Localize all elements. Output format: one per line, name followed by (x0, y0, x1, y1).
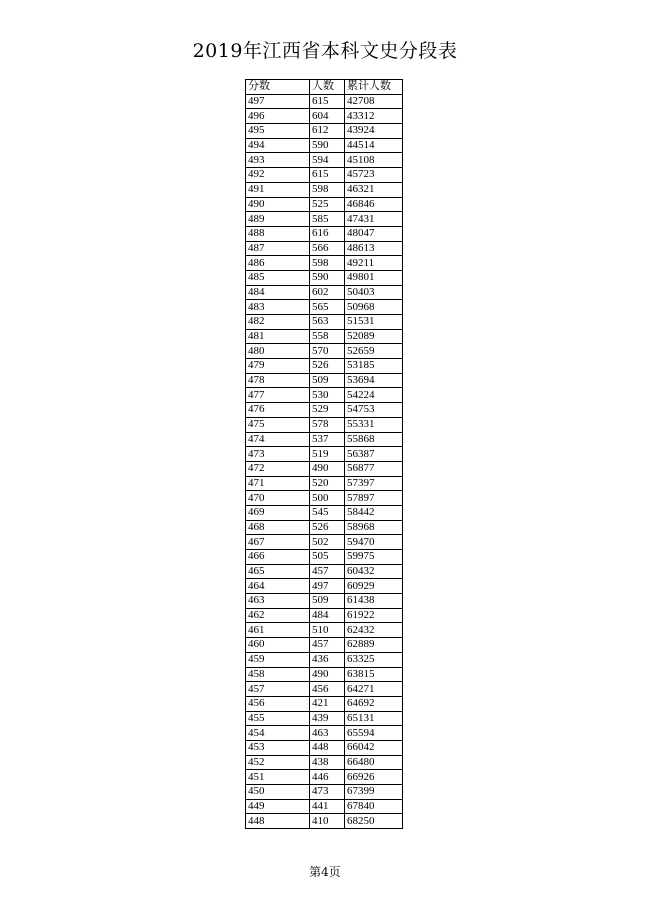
table-row (246, 608, 403, 623)
cell-count: 421 (310, 696, 345, 711)
cell-cumulative: 48613 (345, 241, 403, 256)
cell-cumulative: 52659 (345, 344, 403, 359)
cell-score: 455 (246, 711, 310, 726)
cell-score: 473 (246, 447, 310, 462)
header-count: 人数 (310, 80, 345, 95)
cell-score: 454 (246, 726, 310, 741)
cell-score: 487 (246, 241, 310, 256)
cell-score: 464 (246, 579, 310, 594)
cell-score: 493 (246, 153, 310, 168)
cell-score: 450 (246, 785, 310, 800)
cell-score: 452 (246, 755, 310, 770)
cell-cumulative: 67840 (345, 799, 403, 814)
table-row (246, 564, 403, 579)
cell-count: 570 (310, 344, 345, 359)
table-row (246, 799, 403, 814)
cell-score: 470 (246, 491, 310, 506)
cell-cumulative: 44514 (345, 138, 403, 153)
cell-cumulative: 60432 (345, 564, 403, 579)
table-row (246, 740, 403, 755)
cell-cumulative: 42708 (345, 94, 403, 109)
cell-score: 475 (246, 417, 310, 432)
cell-score: 471 (246, 476, 310, 491)
cell-count: 505 (310, 550, 345, 565)
cell-count: 585 (310, 212, 345, 227)
table-row (246, 520, 403, 535)
table-row (246, 256, 403, 271)
cell-cumulative: 64271 (345, 682, 403, 697)
cell-cumulative: 56387 (345, 447, 403, 462)
cell-cumulative: 63325 (345, 652, 403, 667)
cell-cumulative: 57897 (345, 491, 403, 506)
table-row (246, 197, 403, 212)
cell-count: 490 (310, 667, 345, 682)
table-row (246, 491, 403, 506)
table-row (246, 329, 403, 344)
cell-count: 502 (310, 535, 345, 550)
cell-count: 526 (310, 359, 345, 374)
cell-cumulative: 43924 (345, 124, 403, 139)
cell-count: 436 (310, 652, 345, 667)
cell-count: 604 (310, 109, 345, 124)
table-row (246, 505, 403, 520)
table-row (246, 359, 403, 374)
cell-count: 530 (310, 388, 345, 403)
cell-count: 525 (310, 197, 345, 212)
cell-score: 494 (246, 138, 310, 153)
cell-count: 566 (310, 241, 345, 256)
table-row (246, 594, 403, 609)
table-row (246, 476, 403, 491)
table-row (246, 682, 403, 697)
cell-score: 465 (246, 564, 310, 579)
cell-score: 468 (246, 520, 310, 535)
cell-cumulative: 64692 (345, 696, 403, 711)
cell-cumulative: 54753 (345, 403, 403, 418)
table-row (246, 388, 403, 403)
table-row (246, 711, 403, 726)
cell-score: 456 (246, 696, 310, 711)
cell-count: 463 (310, 726, 345, 741)
cell-cumulative: 51531 (345, 315, 403, 330)
table-row (246, 447, 403, 462)
cell-count: 410 (310, 814, 345, 829)
cell-cumulative: 68250 (345, 814, 403, 829)
cell-count: 594 (310, 153, 345, 168)
cell-score: 469 (246, 505, 310, 520)
table-row (246, 285, 403, 300)
table-row (246, 212, 403, 227)
table-row (246, 300, 403, 315)
page-title: 2019年江西省本科文史分段表 (192, 40, 458, 62)
cell-cumulative: 65131 (345, 711, 403, 726)
table-row (246, 652, 403, 667)
cell-cumulative: 49211 (345, 256, 403, 271)
cell-score: 467 (246, 535, 310, 550)
cell-score: 477 (246, 388, 310, 403)
cell-count: 456 (310, 682, 345, 697)
table-row (246, 755, 403, 770)
table-row (246, 138, 403, 153)
cell-count: 484 (310, 608, 345, 623)
table-row (246, 182, 403, 197)
cell-cumulative: 66480 (345, 755, 403, 770)
cell-count: 519 (310, 447, 345, 462)
cell-cumulative: 43312 (345, 109, 403, 124)
table-header-row (246, 80, 403, 95)
score-distribution-table (245, 79, 403, 829)
table-row (246, 770, 403, 785)
cell-cumulative: 48047 (345, 226, 403, 241)
table-row (246, 638, 403, 653)
cell-score: 484 (246, 285, 310, 300)
cell-cumulative: 45108 (345, 153, 403, 168)
cell-count: 497 (310, 579, 345, 594)
cell-cumulative: 55331 (345, 417, 403, 432)
cell-cumulative: 58442 (345, 505, 403, 520)
cell-score: 491 (246, 182, 310, 197)
table-row (246, 417, 403, 432)
cell-cumulative: 50403 (345, 285, 403, 300)
cell-cumulative: 66926 (345, 770, 403, 785)
cell-count: 509 (310, 594, 345, 609)
cell-score: 463 (246, 594, 310, 609)
table-row (246, 432, 403, 447)
cell-cumulative: 53185 (345, 359, 403, 374)
table-row (246, 241, 403, 256)
table-row (246, 124, 403, 139)
cell-count: 615 (310, 168, 345, 183)
cell-cumulative: 66042 (345, 740, 403, 755)
table-row (246, 785, 403, 800)
cell-score: 457 (246, 682, 310, 697)
table-row (246, 153, 403, 168)
header-score: 分数 (246, 80, 310, 95)
cell-cumulative: 67399 (345, 785, 403, 800)
cell-cumulative: 55868 (345, 432, 403, 447)
cell-score: 466 (246, 550, 310, 565)
cell-score: 479 (246, 359, 310, 374)
cell-count: 565 (310, 300, 345, 315)
table-row (246, 344, 403, 359)
cell-count: 598 (310, 182, 345, 197)
cell-count: 509 (310, 373, 345, 388)
cell-cumulative: 50968 (345, 300, 403, 315)
cell-score: 481 (246, 329, 310, 344)
cell-score: 462 (246, 608, 310, 623)
cell-cumulative: 49801 (345, 270, 403, 285)
cell-cumulative: 59975 (345, 550, 403, 565)
cell-count: 616 (310, 226, 345, 241)
cell-score: 453 (246, 740, 310, 755)
cell-count: 578 (310, 417, 345, 432)
cell-score: 449 (246, 799, 310, 814)
cell-count: 438 (310, 755, 345, 770)
cell-score: 497 (246, 94, 310, 109)
cell-score: 472 (246, 461, 310, 476)
cell-score: 490 (246, 197, 310, 212)
table-row (246, 726, 403, 741)
cell-score: 478 (246, 373, 310, 388)
table-row (246, 168, 403, 183)
cell-score: 496 (246, 109, 310, 124)
cell-cumulative: 47431 (345, 212, 403, 227)
cell-cumulative: 60929 (345, 579, 403, 594)
cell-count: 520 (310, 476, 345, 491)
cell-count: 529 (310, 403, 345, 418)
header-cumulative: 累计人数 (345, 80, 403, 95)
cell-cumulative: 59470 (345, 535, 403, 550)
cell-cumulative: 61438 (345, 594, 403, 609)
cell-score: 486 (246, 256, 310, 271)
cell-count: 457 (310, 638, 345, 653)
cell-score: 451 (246, 770, 310, 785)
cell-score: 474 (246, 432, 310, 447)
table-row (246, 696, 403, 711)
table-row (246, 535, 403, 550)
cell-cumulative: 46321 (345, 182, 403, 197)
cell-score: 461 (246, 623, 310, 638)
cell-cumulative: 54224 (345, 388, 403, 403)
cell-count: 590 (310, 270, 345, 285)
cell-score: 492 (246, 168, 310, 183)
table-row (246, 403, 403, 418)
cell-score: 460 (246, 638, 310, 653)
cell-count: 500 (310, 491, 345, 506)
cell-score: 489 (246, 212, 310, 227)
cell-count: 558 (310, 329, 345, 344)
cell-count: 439 (310, 711, 345, 726)
cell-cumulative: 45723 (345, 168, 403, 183)
table-row (246, 270, 403, 285)
cell-score: 459 (246, 652, 310, 667)
cell-score: 480 (246, 344, 310, 359)
cell-count: 612 (310, 124, 345, 139)
cell-cumulative: 62432 (345, 623, 403, 638)
cell-count: 545 (310, 505, 345, 520)
cell-cumulative: 63815 (345, 667, 403, 682)
cell-cumulative: 61922 (345, 608, 403, 623)
cell-score: 458 (246, 667, 310, 682)
cell-score: 488 (246, 226, 310, 241)
table-row (246, 667, 403, 682)
cell-count: 598 (310, 256, 345, 271)
cell-score: 495 (246, 124, 310, 139)
cell-cumulative: 62889 (345, 638, 403, 653)
cell-cumulative: 58968 (345, 520, 403, 535)
table-row (246, 373, 403, 388)
table-row (246, 226, 403, 241)
cell-count: 510 (310, 623, 345, 638)
cell-count: 563 (310, 315, 345, 330)
cell-count: 441 (310, 799, 345, 814)
table-row (246, 623, 403, 638)
cell-count: 526 (310, 520, 345, 535)
table-row (246, 550, 403, 565)
cell-score: 483 (246, 300, 310, 315)
cell-count: 457 (310, 564, 345, 579)
table-row (246, 461, 403, 476)
cell-count: 446 (310, 770, 345, 785)
cell-cumulative: 52089 (345, 329, 403, 344)
cell-cumulative: 56877 (345, 461, 403, 476)
table-row (246, 579, 403, 594)
cell-count: 590 (310, 138, 345, 153)
cell-count: 473 (310, 785, 345, 800)
cell-cumulative: 53694 (345, 373, 403, 388)
table-row (246, 94, 403, 109)
table-row (246, 814, 403, 829)
cell-count: 537 (310, 432, 345, 447)
table-row (246, 109, 403, 124)
cell-score: 448 (246, 814, 310, 829)
cell-cumulative: 46846 (345, 197, 403, 212)
page-number: 第4页 (309, 865, 341, 879)
table-row (246, 315, 403, 330)
cell-score: 476 (246, 403, 310, 418)
cell-cumulative: 65594 (345, 726, 403, 741)
cell-count: 615 (310, 94, 345, 109)
cell-count: 602 (310, 285, 345, 300)
cell-score: 482 (246, 315, 310, 330)
cell-count: 448 (310, 740, 345, 755)
cell-count: 490 (310, 461, 345, 476)
cell-cumulative: 57397 (345, 476, 403, 491)
cell-score: 485 (246, 270, 310, 285)
